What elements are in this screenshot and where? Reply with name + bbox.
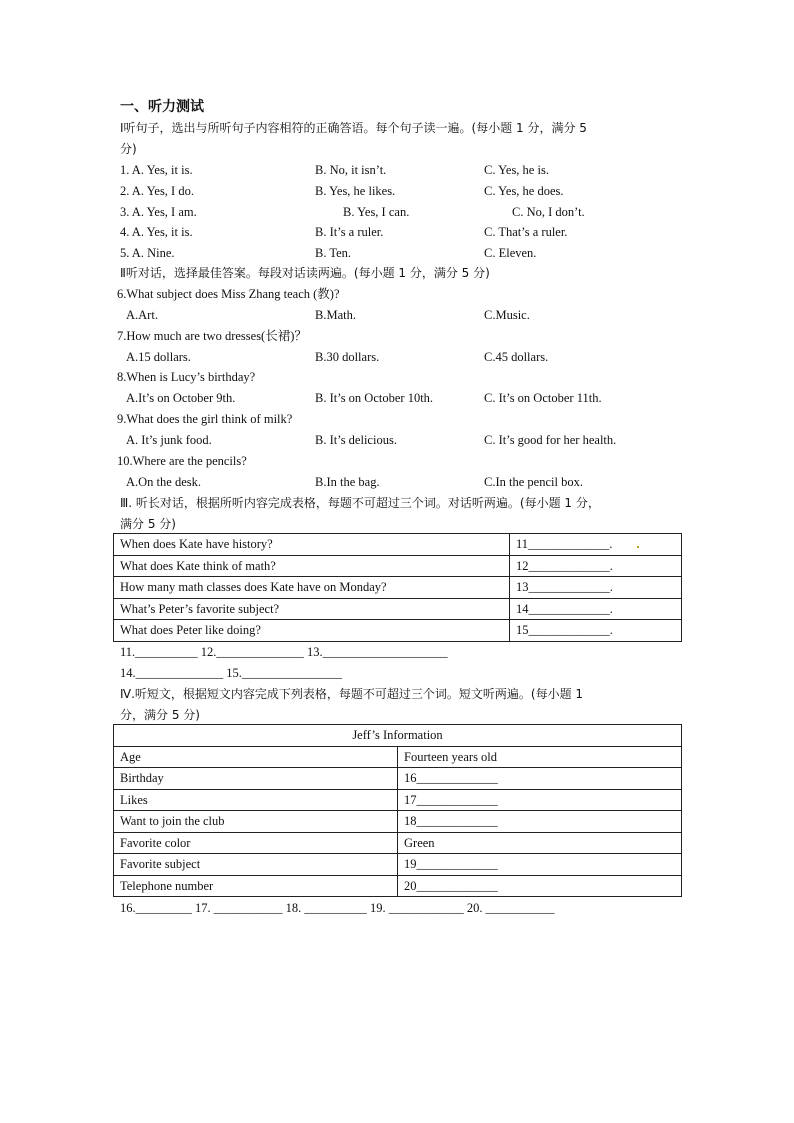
option-b[interactable]: B. Yes, I can. <box>343 204 410 219</box>
field-value[interactable]: 17_____________ <box>398 789 682 811</box>
stray-mark <box>637 546 639 548</box>
option-b[interactable]: B. It’s on October 10th. <box>315 391 434 406</box>
field-label: Likes <box>114 789 398 811</box>
question-text: 10.Where are the pencils? <box>117 453 247 468</box>
option-c[interactable]: C. Yes, he does. <box>484 183 564 198</box>
part1-instruction: Ⅰ听句子，选出与所听句子内容相符的正确答语。每个句子读一遍。(每小题 1 分，满分 5 <box>120 121 587 135</box>
option-c[interactable]: C.45 dollars. <box>484 349 549 364</box>
section-title: 一、听力测试 <box>120 99 204 115</box>
table-row <box>114 534 682 556</box>
option-b[interactable]: B. Yes, he likes. <box>315 183 396 198</box>
table-row <box>114 620 682 642</box>
table-row <box>114 746 682 768</box>
field-label: Birthday <box>114 768 398 790</box>
option-a[interactable]: A.On the desk. <box>126 474 201 489</box>
question-text: 6.What subject does Miss Zhang teach (教)? <box>117 287 340 301</box>
part2-instruction: Ⅱ听对话，选择最佳答案。每段对话读两遍。(每小题 1 分，满分 5 分) <box>120 266 490 280</box>
option-a[interactable]: 4. A. Yes, it is. <box>120 225 193 240</box>
option-b[interactable]: B. No, it isn’t. <box>315 163 387 177</box>
question-text: 8.When is Lucy’s birthday? <box>117 370 256 385</box>
option-a[interactable]: A.Art. <box>126 307 158 322</box>
question-cell: What does Kate think of math? <box>114 555 510 577</box>
option-c[interactable]: C. Yes, he is. <box>484 163 549 177</box>
option-b[interactable]: B. Ten. <box>315 246 352 261</box>
question-cell: When does Kate have history? <box>114 534 510 556</box>
table-row <box>114 875 682 897</box>
table-title: Jeff’s Information <box>114 725 682 747</box>
field-label: Want to join the club <box>114 811 398 833</box>
part4-instruction-cont: 分，满分 5 分) <box>120 708 200 722</box>
option-c[interactable]: C.Music. <box>484 307 530 322</box>
part3-instruction: Ⅲ. 听长对话，根据所听内容完成表格，每题不可超过三个词。对话听两遍。(每小题 1 分， <box>120 496 600 510</box>
option-a[interactable]: 1. A. Yes, it is. <box>120 163 193 177</box>
table-row <box>114 555 682 577</box>
option-c[interactable]: C. That’s a ruler. <box>484 225 568 240</box>
table-row <box>114 768 682 790</box>
option-b[interactable]: B.Math. <box>315 307 356 322</box>
option-c[interactable]: C. No, I don’t. <box>512 204 585 219</box>
field-value[interactable]: 16_____________ <box>398 768 682 790</box>
answer-cell[interactable]: 12_____________. <box>510 555 682 577</box>
field-label: Telephone number <box>114 875 398 897</box>
answer-cell[interactable]: 15_____________. <box>510 620 682 642</box>
answer-cell[interactable]: 13_____________. <box>510 577 682 599</box>
question-cell: How many math classes does Kate have on Monday? <box>114 577 510 599</box>
part3-answer-line-2[interactable]: 14.______________ 15.________________ <box>120 666 342 680</box>
option-b[interactable]: B.In the bag. <box>315 474 380 489</box>
field-label: Favorite subject <box>114 854 398 876</box>
field-value[interactable]: 20_____________ <box>398 875 682 897</box>
part3-answer-line-1[interactable]: 11.__________ 12.______________ 13.____________________ <box>120 645 448 659</box>
field-label: Favorite color <box>114 832 398 854</box>
field-value[interactable]: 19_____________ <box>398 854 682 876</box>
option-b[interactable]: B. It’s a ruler. <box>315 225 384 240</box>
option-b[interactable]: B.30 dollars. <box>315 349 380 364</box>
part4-answer-line[interactable]: 16._________ 17. ___________ 18. __________ 19. ____________ 20. ___________ <box>120 901 555 915</box>
table-row <box>114 811 682 833</box>
part1-instruction-cont: 分) <box>120 142 137 156</box>
field-value[interactable]: 18_____________ <box>398 811 682 833</box>
question-cell: What’s Peter’s favorite subject? <box>114 598 510 620</box>
answer-cell[interactable]: 14_____________. <box>510 598 682 620</box>
question-text: 9.What does the girl think of milk? <box>117 412 293 427</box>
option-c[interactable]: C. It’s on October 11th. <box>484 391 602 406</box>
option-c[interactable]: C.In the pencil box. <box>484 474 583 489</box>
table-row <box>114 854 682 876</box>
table-row <box>114 832 682 854</box>
table-row <box>114 598 682 620</box>
option-a[interactable]: 2. A. Yes, I do. <box>120 183 194 198</box>
option-a[interactable]: A.It’s on October 9th. <box>126 391 236 406</box>
field-label: Age <box>114 746 398 768</box>
field-value[interactable]: Green <box>398 832 682 854</box>
question-cell: What does Peter like doing? <box>114 620 510 642</box>
option-a[interactable]: A. It’s junk food. <box>126 432 212 447</box>
answer-cell[interactable]: 11_____________. <box>510 534 682 556</box>
table-row <box>114 789 682 811</box>
part3-table <box>113 533 682 642</box>
field-value[interactable]: Fourteen years old <box>398 746 682 768</box>
option-c[interactable]: C. Eleven. <box>484 246 537 261</box>
option-a[interactable]: 3. A. Yes, I am. <box>120 204 197 219</box>
option-c[interactable]: C. It’s good for her health. <box>484 432 617 447</box>
part4-table <box>113 724 682 897</box>
option-a[interactable]: 5. A. Nine. <box>120 246 175 261</box>
option-a[interactable]: A.15 dollars. <box>126 349 191 364</box>
option-b[interactable]: B. It’s delicious. <box>315 432 397 447</box>
part4-instruction: Ⅳ.听短文，根据短文内容完成下列表格，每题不可超过三个词。短文听两遍。(每小题 1 <box>120 687 584 701</box>
part3-instruction-cont: 满分 5 分) <box>120 517 176 531</box>
table-row <box>114 577 682 599</box>
question-text: 7.How much are two dresses(长裙)？ <box>117 328 307 343</box>
